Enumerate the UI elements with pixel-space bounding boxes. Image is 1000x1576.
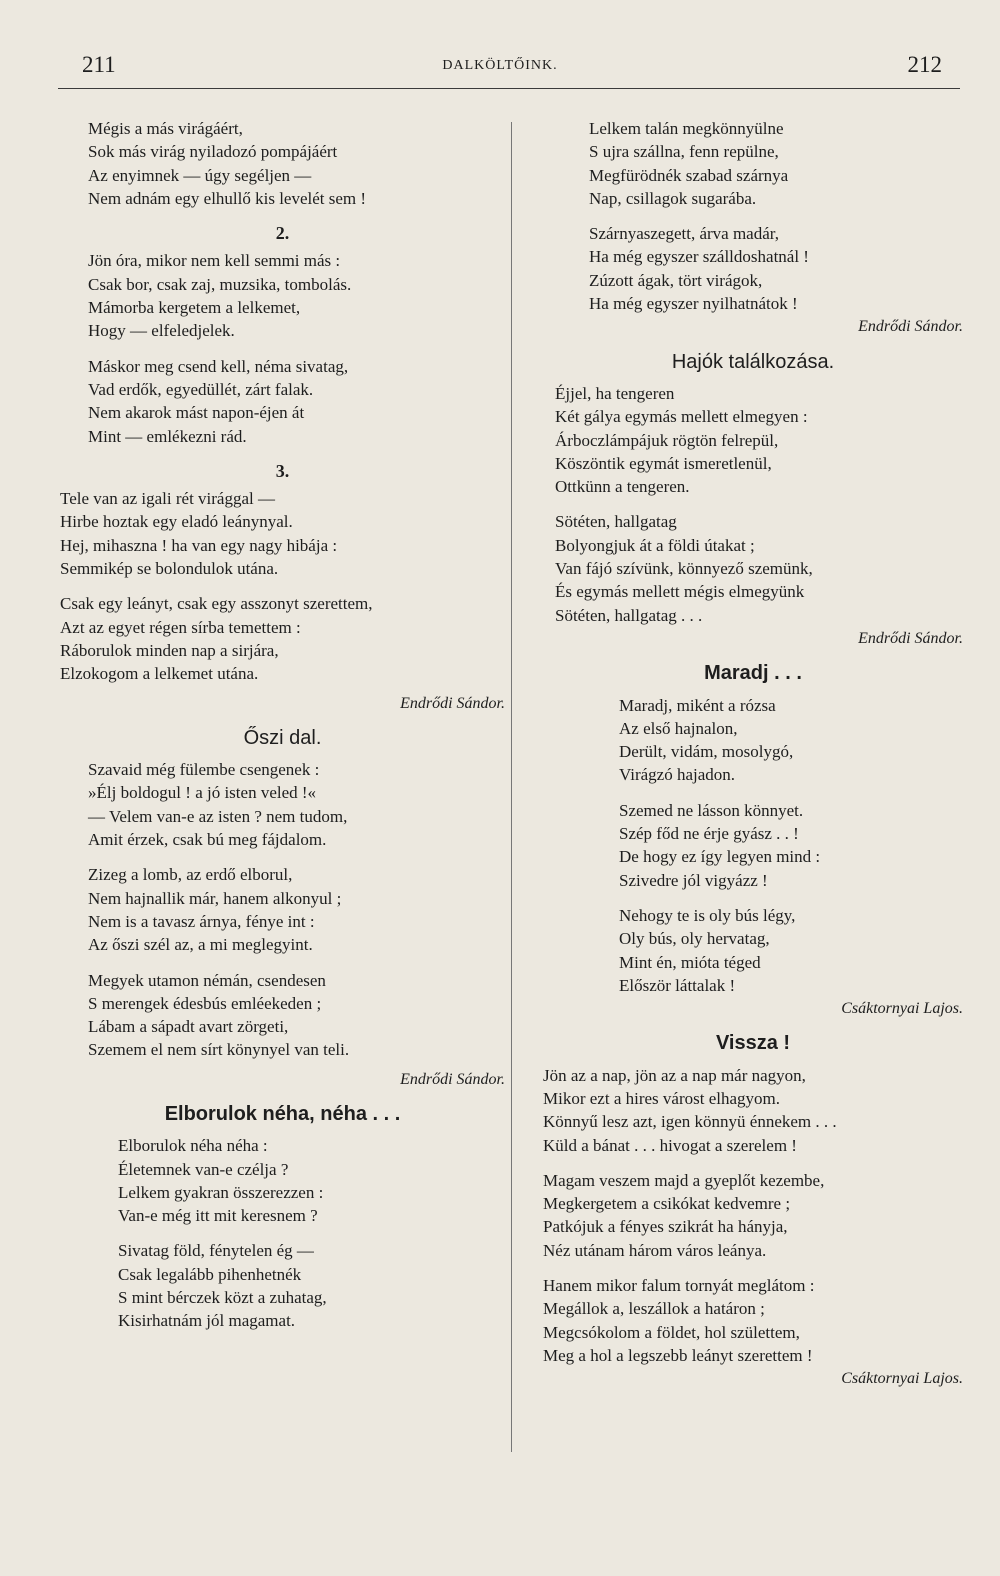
poem-line: Oly bús, oly hervatag,	[619, 929, 770, 949]
poem-line: Az enyimnek — úgy segéljen —	[88, 165, 312, 185]
stanza	[543, 510, 963, 626]
poem-line: Semmikép se bolondulok utána.	[60, 559, 279, 579]
poem-line: Zizeg a lomb, az erdő elborul,	[88, 865, 293, 885]
poem-title: Elborulok néha, néha . . .	[164, 1102, 401, 1125]
stanza	[60, 117, 505, 210]
poem-line: Nap, csillagok sugarába.	[589, 188, 757, 208]
poem-line: Vad erdők, egyedüllét, zárt falak.	[88, 379, 314, 399]
poem-line: Könnyű lesz azt, igen könnyü énnekem . . .	[543, 1112, 837, 1132]
poem-line: Jön óra, mikor nem kell semmi más :	[88, 251, 341, 271]
stanza	[60, 863, 505, 956]
stanza	[543, 799, 963, 892]
author-signature: Endrődi Sándor.	[858, 629, 963, 647]
poem-line: Meg a hol a legszebb leányt szerettem !	[543, 1345, 813, 1365]
right-column	[543, 117, 963, 1403]
poem-line: Sivatag föld, fénytelen ég —	[118, 1241, 314, 1261]
poem-line: Van fájó szívünk, könnyező szemünk,	[555, 559, 813, 579]
poem-line: És egymás mellett mégis elmegyünk	[555, 582, 805, 602]
poem-line: Megállok a, leszállok a határon ;	[543, 1299, 765, 1319]
poem-line: Szemem el nem sírt könynyel van teli.	[88, 1040, 350, 1060]
poem-line: Éjjel, ha tengeren	[555, 383, 675, 403]
poem-line: Megyek utamon némán, csendesen	[88, 970, 326, 990]
poem-title: Hajók találkozása.	[671, 350, 835, 373]
stanza	[543, 117, 963, 210]
left-column	[60, 117, 505, 1345]
poem-line: Nem adnám egy elhullő kis levelét sem !	[88, 188, 367, 208]
poem-line: Megfürödnék szabad szárnya	[589, 165, 789, 185]
poem-line: Szivedre jól vigyázz !	[619, 870, 768, 890]
poem-line: Nem hajnallik már, hanem alkonyul ;	[88, 888, 342, 908]
stanza	[60, 249, 505, 342]
stanza	[60, 592, 505, 685]
poem-line: Bolyongjuk át a földi útakat ;	[555, 535, 755, 555]
poem-line: Jön az a nap, jön az a nap már nagyon,	[543, 1065, 806, 1085]
poem-line: Mikor ezt a hires várost elhagyom.	[543, 1088, 780, 1108]
poem-line: Mint — emlékezni rád.	[88, 426, 247, 446]
poem-line: Hirbe hoztak egy eladó leánynyal.	[60, 512, 293, 532]
poem-line: Szép főd ne érje gyász . . !	[619, 824, 799, 844]
stanza	[543, 1064, 963, 1157]
poem-line: Zúzott ágak, tört virágok,	[589, 270, 763, 290]
poem-line: Mint én, mióta téged	[619, 952, 761, 972]
right-page-number: 212	[907, 52, 942, 77]
stanza	[60, 487, 505, 580]
poem-line: Sötéten, hallgatag . . .	[555, 605, 703, 625]
stanza	[60, 1239, 505, 1332]
poem-line: Sok más virág nyiladozó pompájáért	[88, 142, 338, 162]
stanza	[60, 355, 505, 448]
poem-line: Tele van az igali rét virággal —	[60, 489, 275, 509]
poem-line: S mint bérczek közt a zuhatag,	[118, 1288, 327, 1308]
poem-line: Életemnek van-e czélja ?	[118, 1159, 289, 1179]
poem-line: De hogy ez így legyen mind :	[619, 847, 821, 867]
poem-line: Patkójuk a fényes szikrát ha hányja,	[543, 1217, 788, 1237]
poem-line: Szárnyaszegett, árva madár,	[589, 224, 779, 244]
poem-line: Az első hajnalon,	[619, 718, 738, 738]
poem-line: Máskor meg csend kell, néma sivatag,	[88, 356, 349, 376]
author-signature: Endrődi Sándor.	[400, 1070, 505, 1088]
poem-line: Azt az egyet régen sírba temettem :	[60, 617, 301, 637]
poem-line: Amit érzek, csak bú meg fájdalom.	[88, 830, 327, 850]
poem-line: Lábam a sápadt avart zörgeti,	[88, 1017, 289, 1037]
poem-line: Néz utánam három város leánya.	[543, 1240, 767, 1260]
author-signature: Endrődi Sándor.	[858, 318, 963, 336]
poem-line: Ha még egyszer nyilhatnátok !	[589, 294, 798, 314]
poem-title: Őszi dal.	[243, 726, 322, 749]
stanza	[60, 1134, 505, 1227]
poem-line: Megkergetem a csikókat kedvemre ;	[543, 1194, 791, 1214]
poem-line: Maradj, miként a rózsa	[619, 695, 776, 715]
poem-line: Nehogy te is oly bús légy,	[619, 905, 796, 925]
poem-line: S merengek édesbús emléekeden ;	[88, 993, 322, 1013]
stanza	[543, 904, 963, 997]
poem-line: Szavaid még fülembe csengenek :	[88, 760, 320, 780]
poem-line: Csak legalább pihenhetnék	[118, 1264, 302, 1284]
poem-line: Virágzó hajadon.	[619, 765, 736, 785]
poem-line: Köszöntik egymát ismeretlenül,	[555, 453, 772, 473]
poem-line: Ottkünn a tengeren.	[555, 477, 690, 497]
running-header-title: DALKÖLTŐINK.	[442, 58, 558, 73]
poem-line: Csak bor, csak zaj, muzsika, tombolás.	[88, 274, 352, 294]
poem-line: Ha még egyszer szálldoshatnál !	[589, 247, 809, 267]
poem-line: Nem is a tavasz árnya, fénye int :	[88, 911, 315, 931]
poem-line: Először láttalak !	[619, 975, 736, 995]
stanza	[543, 1274, 963, 1367]
poem-line: Ráborulok minden nap a sirjára,	[60, 640, 279, 660]
stanza	[543, 382, 963, 498]
poem-line: Kisirhatnám jól magamat.	[118, 1311, 296, 1331]
poem-line: Nem akarok mást napon-éjen át	[88, 403, 305, 423]
poem-line: Árboczlámpájuk rögtön felrepül,	[555, 430, 779, 450]
stanza	[60, 969, 505, 1062]
author-signature: Csáktornyai Lajos.	[841, 1000, 963, 1018]
poem-line: Csak egy leányt, csak egy asszonyt szerettem,	[60, 594, 373, 614]
poem-line: Sötéten, hallgatag	[555, 512, 677, 532]
poem-line: Van-e még itt mit keresnem ?	[118, 1206, 318, 1226]
poem-line: Megcsókolom a földet, hol születtem,	[543, 1322, 800, 1342]
author-signature: Endrődi Sándor.	[400, 694, 505, 712]
poem-title: Vissza !	[715, 1032, 791, 1055]
poem-line: Derült, vidám, mosolygó,	[619, 742, 794, 762]
left-page-number: 211	[82, 52, 116, 77]
poem-line: »Élj boldogul ! a jó isten veled !«	[88, 783, 317, 803]
poem-line: Lelkem talán megkönnyülne	[589, 119, 784, 138]
poem-line: Az őszi szél az, a mi meglegyint.	[88, 935, 313, 955]
poem-line: Hogy — elfeledjelek.	[88, 321, 235, 341]
poem-title: Maradj . . .	[704, 662, 802, 685]
poem-line: Hanem mikor falum tornyát meglátom :	[543, 1276, 815, 1296]
poem-line: Küld a bánat . . . hivogat a szerelem !	[543, 1135, 797, 1155]
poem-line: — Velem van-e az isten ? nem tudom,	[88, 806, 348, 826]
section-number: 2.	[275, 223, 290, 244]
poem-line: Mámorba kergetem a lelkemet,	[88, 298, 301, 318]
stanza	[543, 694, 963, 787]
poem-line: Szemed ne lásson könnyet.	[619, 800, 804, 820]
poem-line: Két gálya egymás mellett elmegyen :	[555, 407, 808, 427]
header-rule	[58, 88, 960, 89]
stanza	[543, 1169, 963, 1262]
column-divider	[511, 122, 512, 1452]
poem-line: Lelkem gyakran összerezzen :	[118, 1182, 324, 1202]
author-signature: Csáktornyai Lajos.	[841, 1370, 963, 1388]
poem-line: Elzokogom a lelkemet utána.	[60, 664, 259, 684]
section-number: 3.	[275, 460, 290, 481]
stanza	[543, 222, 963, 315]
poem-line: Mégis a más virágáért,	[88, 119, 243, 138]
poem-line: Elborulok néha néha :	[118, 1136, 268, 1156]
poem-line: S ujra szállna, fenn repülne,	[589, 142, 779, 162]
poem-line: Magam veszem majd a gyeplőt kezembe,	[543, 1170, 825, 1190]
stanza	[60, 758, 505, 851]
poem-line: Hej, mihaszna ! ha van egy nagy hibája :	[60, 535, 338, 555]
